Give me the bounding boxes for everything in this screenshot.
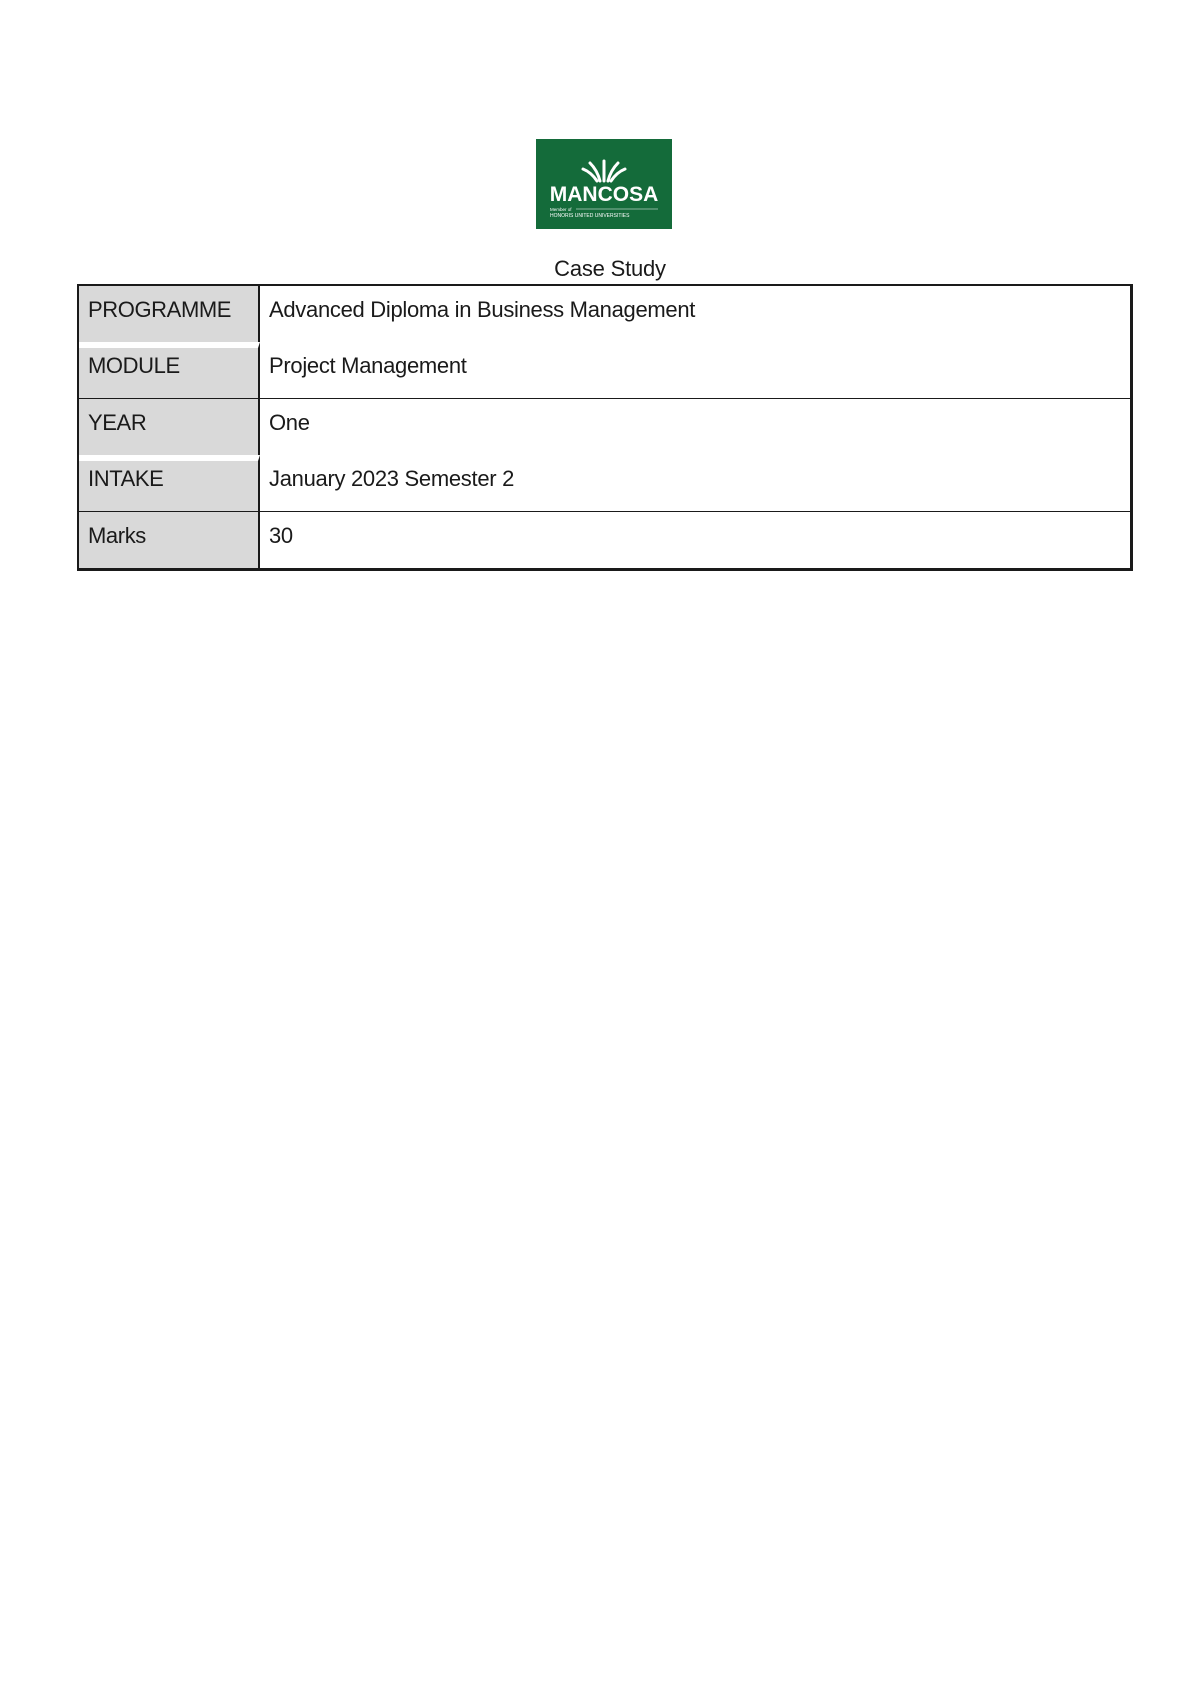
- marks-value: 30: [269, 523, 293, 548]
- logo-tagline-bottom: HONORIS UNITED UNIVERSITIES: [550, 213, 630, 219]
- programme-label: PROGRAMME: [79, 286, 260, 342]
- year-label: YEAR: [79, 399, 260, 455]
- intake-label: INTAKE: [79, 455, 260, 511]
- table-group-marks: [79, 511, 1130, 568]
- document-title: Case Study: [554, 256, 666, 281]
- module-label: MODULE: [79, 342, 260, 398]
- year-value: One: [269, 410, 310, 435]
- programme-value: Advanced Diploma in Business Management: [269, 297, 696, 322]
- intake-value: January 2023 Semester 2: [269, 466, 515, 491]
- table-row-intake: [79, 455, 1130, 511]
- table-row-module: [79, 342, 1130, 398]
- table-row-marks: [79, 512, 1130, 568]
- marks-label: Marks: [79, 512, 260, 568]
- logo-tagline-top: Member of: [550, 207, 572, 212]
- module-details-table: [77, 284, 1133, 571]
- table-row-year: [79, 399, 1130, 455]
- module-value: Project Management: [269, 353, 467, 378]
- table-group-year: [79, 398, 1130, 511]
- table-group-programme: [79, 286, 1130, 398]
- emblem-icon: [583, 161, 625, 181]
- logo-wordmark: MANCOSA: [549, 183, 659, 206]
- table-row-programme: [79, 286, 1130, 342]
- mancosa-logo: [536, 139, 672, 229]
